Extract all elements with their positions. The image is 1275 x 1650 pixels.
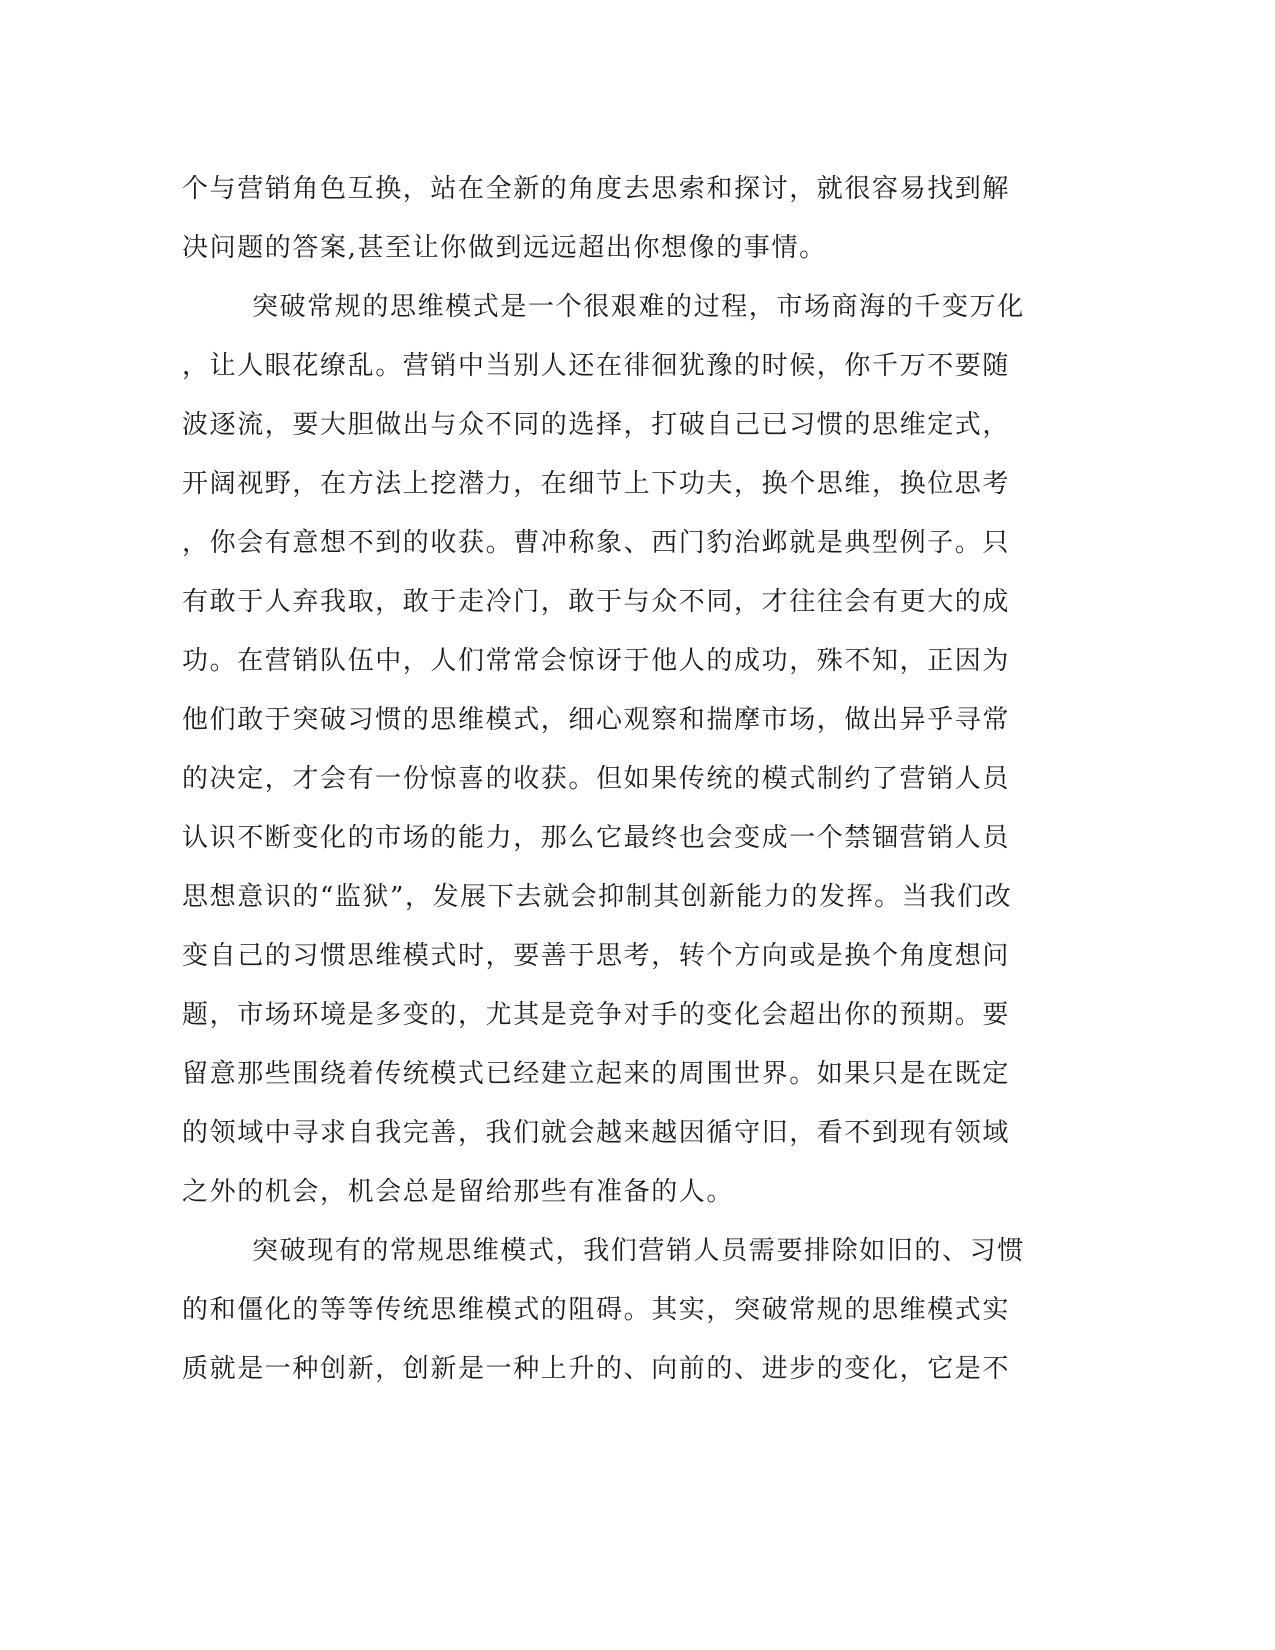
text-line: 的和僵化的等等传统思维模式的阻碍。其实，突破常规的思维模式实	[182, 1295, 1011, 1325]
text-line: ，让人眼花缭乱。营销中当别人还在徘徊犹豫的时候，你千万不要随	[182, 351, 1011, 381]
paragraph-start-line: 突破现有的常规思维模式，我们营销人员需要排除如旧的、习惯	[252, 1236, 1025, 1266]
text-line: 变自己的习惯思维模式时，要善于思考，转个方向或是换个角度想问	[182, 941, 1011, 971]
text-line: 思想意识的“监狱”，发展下去就会抑制其创新能力的发挥。当我们改	[182, 882, 1013, 912]
text-line: 开阔视野，在方法上挖潜力，在细节上下功夫，换个思维，换位思考	[182, 469, 1011, 499]
text-line: 认识不断变化的市场的能力，那么它最终也会变成一个禁锢营销人员	[182, 823, 1011, 853]
text-line: ，你会有意想不到的收获。曹冲称象、西门豹治邺就是典型例子。只	[182, 528, 1011, 558]
text-line: 有敢于人弃我取，敢于走冷门，敢于与众不同，才往往会有更大的成	[182, 587, 1011, 617]
text-line: 决问题的答案,甚至让你做到远远超出你想像的事情。	[182, 233, 827, 263]
paragraph-start-line: 突破常规的思维模式是一个很艰难的过程，市场商海的千变万化	[252, 292, 1025, 322]
text-line: 功。在营销队伍中，人们常常会惊讶于他人的成功，殊不知，正因为	[182, 646, 1011, 676]
text-line: 的领域中寻求自我完善，我们就会越来越因循守旧，看不到现有领域	[182, 1118, 1011, 1148]
text-line: 波逐流，要大胆做出与众不同的选择，打破自己已习惯的思维定式，	[182, 410, 1011, 440]
body-text	[182, 160, 1042, 1399]
text-line: 的决定，才会有一份惊喜的收获。但如果传统的模式制约了营销人员	[182, 764, 1011, 794]
text-line: 他们敢于突破习惯的思维模式，细心观察和揣摩市场，做出异乎寻常	[182, 705, 1011, 735]
text-line: 个与营销角色互换，站在全新的角度去思索和探讨，就很容易找到解	[182, 174, 1011, 204]
text-line: 质就是一种创新，创新是一种上升的、向前的、进步的变化，它是不	[182, 1354, 1011, 1384]
text-line: 留意那些围绕着传统模式已经建立起来的周围世界。如果只是在既定	[182, 1059, 1011, 1089]
text-line: 之外的机会，机会总是留给那些有准备的人。	[182, 1177, 735, 1207]
text-line: 题，市场环境是多变的，尤其是竞争对手的变化会超出你的预期。要	[182, 1000, 1011, 1030]
